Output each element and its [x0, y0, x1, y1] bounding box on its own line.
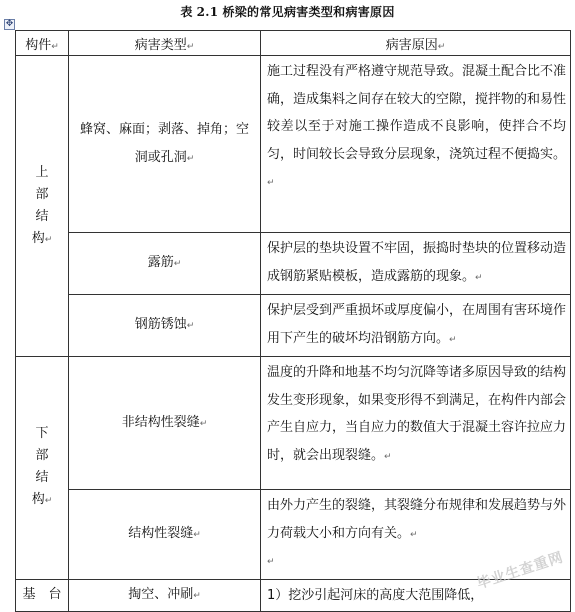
cause-cell [261, 579, 571, 612]
disease-cause: 温度的升降和地基不均匀沉降等诸多原因导致的结构发生变形现象，如果变形得不到满足，在构件内部会产生自应力，当自应力的数值大于混凝土容许拉应力时，就会出现裂缝。 [267, 365, 567, 463]
paragraph-mark-icon: ↵ [44, 496, 53, 507]
disease-type: 掏空、冲刷 [128, 586, 194, 602]
component-char: 基 台 [22, 587, 62, 603]
paragraph-mark-icon: ↵ [410, 529, 418, 540]
paragraph-mark-icon: ↵ [475, 272, 483, 283]
component-char: 部 [35, 448, 49, 464]
header-type: 病害类型 [134, 37, 187, 53]
caption-title: 桥梁的常见病害类型和病害原因 [222, 5, 395, 19]
disease-table [15, 30, 571, 612]
paragraph-mark-icon: ↵ [186, 153, 195, 164]
paragraph-mark-icon: ↵ [173, 259, 182, 269]
type-cell [69, 579, 261, 612]
cause-cell [261, 233, 571, 295]
header-cell [69, 31, 261, 56]
disease-cause: 保护层受到严重损坏或厚度偏小，在周围有害环境作用下产生的破坏均沿钢筋方向。 [267, 303, 567, 346]
header-cause: 病害原因 [385, 37, 438, 53]
component-char: 结 [35, 470, 49, 486]
table-row [16, 357, 571, 490]
header-cell [16, 31, 69, 56]
disease-type: 蜂窝、麻面；剥落、掉角；空洞或孔洞 [79, 121, 249, 165]
type-cell [69, 56, 261, 233]
disease-cause: 1）挖沙引起河床的高度大范围降低， [267, 587, 484, 603]
paragraph-mark-icon: ↵ [186, 41, 195, 52]
paragraph-mark-icon: ↵ [384, 451, 392, 462]
disease-type: 钢筋锈蚀 [134, 317, 187, 332]
paragraph-mark-icon: ↵ [199, 418, 208, 429]
header-component: 构件 [25, 37, 52, 53]
table-caption [0, 3, 575, 20]
header-cell [261, 31, 571, 56]
table-move-handle-icon[interactable]: ✥ [5, 19, 14, 29]
paragraph-mark-icon: ↵ [449, 334, 457, 345]
cause-cell [261, 357, 571, 490]
paragraph-mark-icon: ↵ [193, 590, 201, 601]
disease-cause: 施工过程没有严格遵守规范导致。混凝土配合比不准确，造成集料之间存在较大的空隙，搅拌物的和易性较差以至于对施工操作造成不良影响，使拌合不均匀，时间较长会导致分层现象，浇筑过程不便捣实。 [267, 64, 567, 162]
table-row [16, 490, 571, 580]
paragraph-mark-icon: ↵ [44, 234, 53, 245]
disease-type: 结构性裂缝 [128, 525, 194, 541]
component-char: 上 [35, 164, 49, 180]
caption-prefix: 表 [180, 5, 193, 19]
component-char: 下 [35, 426, 49, 442]
component-char: 构 [31, 230, 45, 246]
paragraph-mark-icon: ↵ [267, 178, 275, 188]
type-cell [69, 357, 261, 490]
cause-cell [261, 295, 571, 357]
caption-number: 2.1 [196, 5, 219, 19]
table-row [16, 233, 571, 295]
component-cell-superstructure [16, 56, 69, 357]
disease-type: 非结构性裂缝 [121, 414, 200, 430]
disease-cause: 保护层的垫块设置不牢固，振捣时垫块的位置移动造成钢筋紧贴模板，造成露筋的现象。 [267, 241, 567, 284]
disease-type: 露筋 [147, 255, 174, 270]
paragraph-mark-icon: ↵ [267, 557, 275, 567]
type-cell [69, 490, 261, 580]
table-row [16, 56, 571, 233]
component-char: 部 [35, 186, 49, 202]
component-char: 结 [35, 208, 49, 224]
type-cell [69, 233, 261, 295]
disease-cause: 由外力产生的裂缝，其裂缝分布规律和发展趋势与外力荷载大小和方向有关。 [267, 498, 567, 541]
component-cell-abutment [16, 579, 69, 612]
component-cell-substructure [16, 357, 69, 580]
paragraph-mark-icon: ↵ [193, 529, 201, 540]
cause-cell [261, 56, 571, 233]
paragraph-mark-icon: ↵ [437, 41, 446, 52]
watermark: 毕业生查重网 [475, 549, 566, 593]
table-header-row [16, 31, 571, 56]
component-char: 构 [31, 492, 45, 508]
type-cell [69, 295, 261, 357]
paragraph-mark-icon: ↵ [51, 41, 59, 52]
table-row [16, 295, 571, 357]
paragraph-mark-icon: ↵ [186, 321, 195, 331]
